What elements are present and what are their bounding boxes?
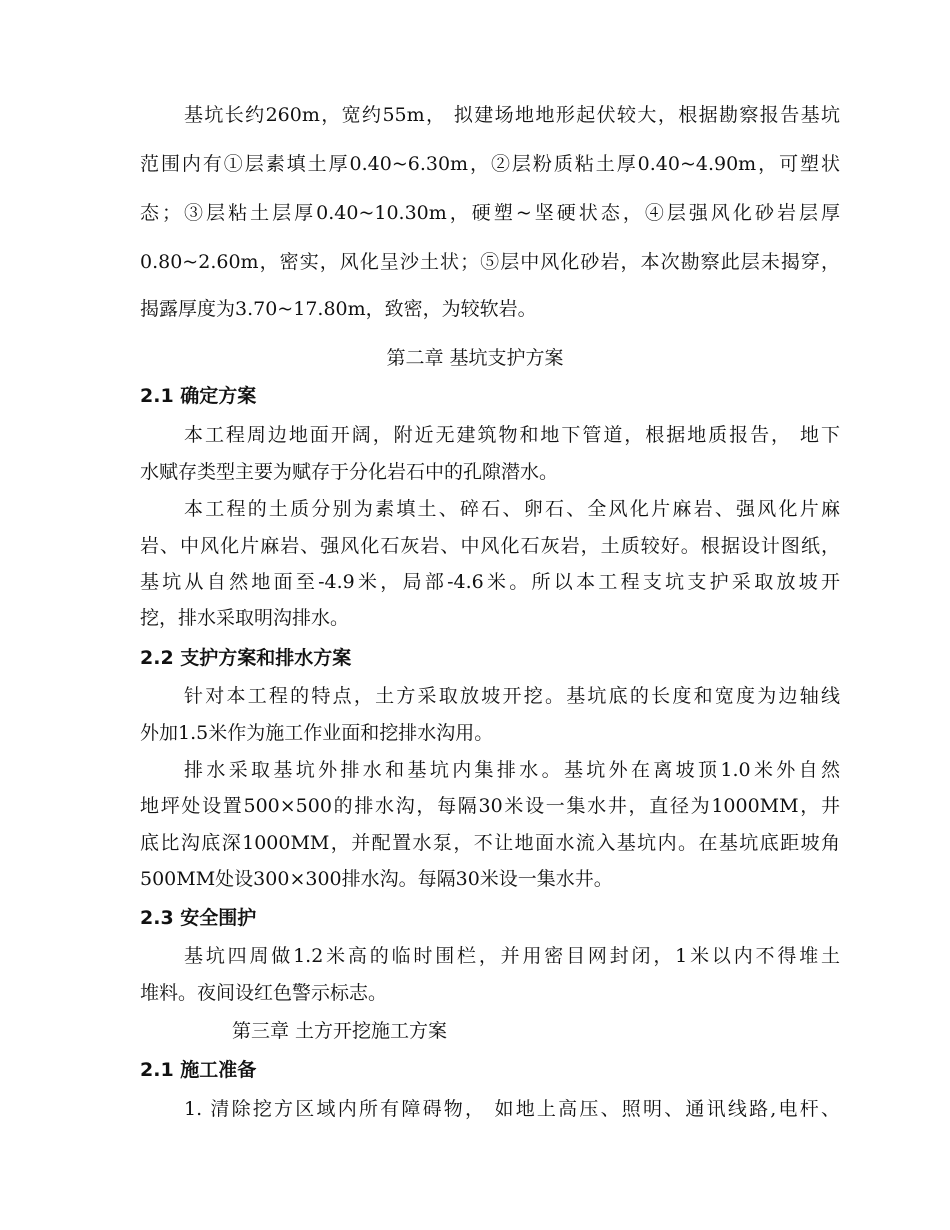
section-heading: 2.1 施工准备	[140, 1059, 257, 1081]
paragraph-line: 范围内有①层素填土厚0.40~6.30m，②层粉质粘土厚0.40~4.90m，可塑状	[140, 153, 840, 175]
paragraph-line: 态；③层粘土层厚0.40~10.30m，硬塑~坚硬状态，④层强风化砂岩层厚	[140, 202, 840, 224]
paragraph-line: 基坑从自然地面至-4.9米，局部-4.6米。所以本工程支坑支护采取放坡开	[140, 571, 840, 593]
chapter-heading: 第二章 基坑支护方案	[386, 347, 564, 369]
section-heading: 2.1 确定方案	[140, 385, 257, 407]
paragraph-line: 针对本工程的特点，土方采取放坡开挖。基坑底的长度和宽度为边轴线	[184, 685, 840, 707]
paragraph-line: 岩、中风化片麻岩、强风化石灰岩、中风化石灰岩，土质较好。根据设计图纸，	[140, 535, 840, 557]
paragraph-line: 挖，排水采取明沟排水。	[140, 607, 350, 629]
paragraph-line: 水赋存类型主要为赋存于分化岩石中的孔隙潜水。	[140, 461, 559, 483]
paragraph-line: 外加1.5米作为施工作业面和挖排水沟用。	[140, 722, 494, 744]
paragraph-line: 揭露厚度为3.70~17.80m，致密，为较软岩。	[140, 298, 537, 320]
chapter-heading: 第三章 土方开挖施工方案	[232, 1020, 448, 1042]
paragraph-line: 底比沟底深1000MM，并配置水泵，不让地面水流入基坑内。在基坑底距坡角	[140, 832, 840, 854]
paragraph-line: 堆料。夜间设红色警示标志。	[140, 982, 388, 1004]
list-item: 1. 清除挖方区域内所有障碍物， 如地上高压、照明、通讯线路,电杆、	[184, 1098, 840, 1120]
paragraph-line: 本工程的土质分别为素填土、碎石、卵石、全风化片麻岩、强风化片麻	[184, 498, 840, 520]
paragraph-line: 地坪处设置500×500的排水沟，每隔30米设一集水井，直径为1000MM，井	[140, 795, 840, 817]
paragraph-line: 0.80~2.60m，密实，风化呈沙土状；⑤层中风化砂岩，本次勘察此层未揭穿，	[140, 251, 840, 273]
paragraph-line: 基坑长约260m，宽约55m， 拟建场地地形起伏较大，根据勘察报告基坑	[184, 104, 840, 126]
section-heading: 2.3 安全围护	[140, 907, 257, 929]
paragraph-line: 500MM处设300×300排水沟。每隔30米设一集水井。	[140, 868, 613, 890]
paragraph-line: 基坑四周做1.2米高的临时围栏，并用密目网封闭，1米以内不得堆土	[184, 945, 840, 967]
section-heading: 2.2 支护方案和排水方案	[140, 647, 352, 669]
paragraph-line: 排水采取基坑外排水和基坑内集排水。基坑外在离坡顶1.0米外自然	[184, 759, 840, 781]
paragraph-line: 本工程周边地面开阔，附近无建筑物和地下管道，根据地质报告， 地下	[184, 424, 840, 446]
